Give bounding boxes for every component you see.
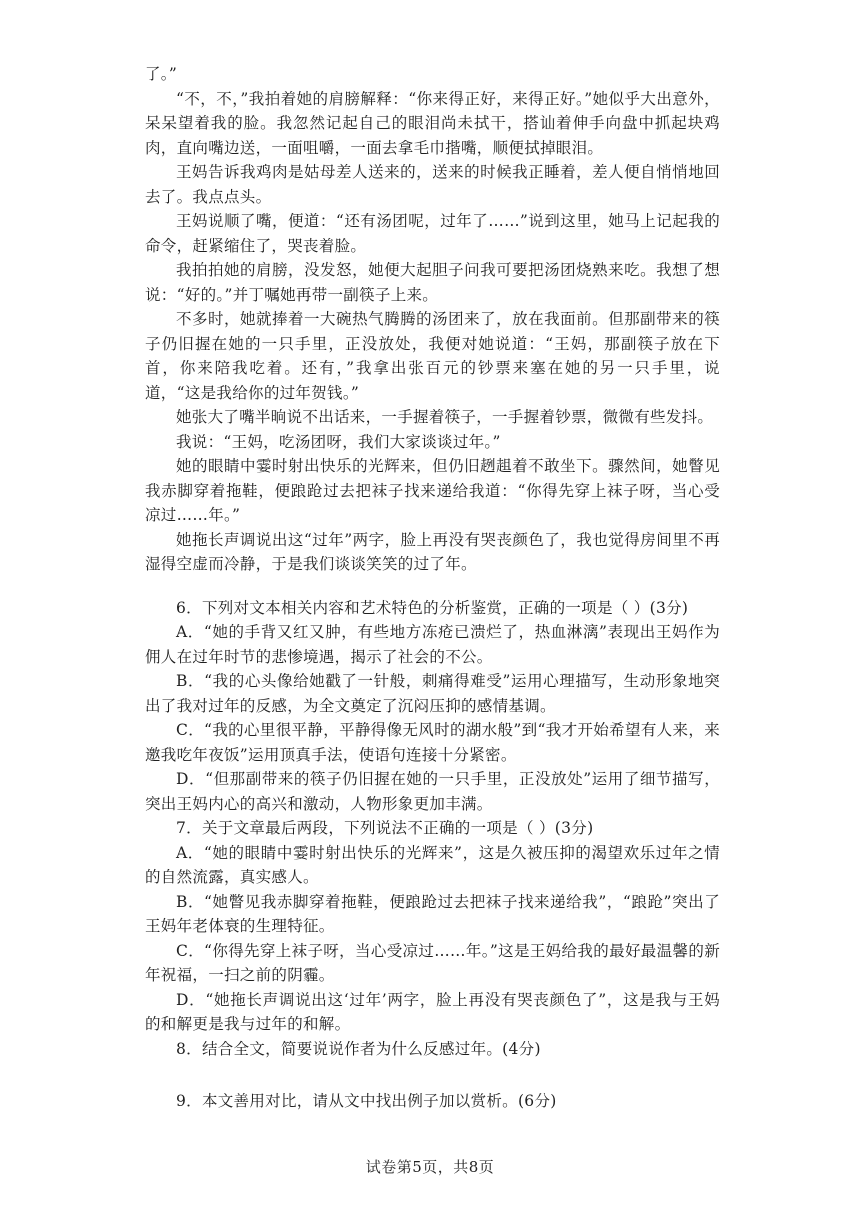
question-7-option-a[interactable]: A．“她的眼睛中霎时射出快乐的光辉来”，这是久被压抑的渴望欢乐过年之情的自然流露，真实感人。 (145, 843, 720, 886)
answer-space (145, 1061, 720, 1089)
question-6-option-d[interactable]: D．“但那副带来的筷子仍旧握在她的一只手里，正没放处”运用了细节描写，突出王妈内心的高兴和激动，人物形象更加丰满。 (145, 770, 720, 813)
passage-paragraph: 我说：“王妈，吃汤团呀，我们大家谈谈过年。” (176, 432, 501, 451)
passage-paragraph: 了。” (145, 65, 178, 83)
passage-paragraph: 不多时，她就捧着一大碗热气腾腾的汤团来了，放在我面前。但那副带来的筷子仍旧握在她的一只手里，正没放处，我便对她说道：“王妈，那副筷子放在下首，你来陪我吃着。还有，”我拿出张百元的钞票来塞在她的另一只手里，说道，“这是我给你的过年贺钱。” (145, 310, 720, 402)
question-7-option-c[interactable]: C．“你得先穿上袜子呀，当心受凉过……年。”这是王妈给我的最好最温馨的新年祝福，一扫之前的阴霾。 (145, 941, 720, 984)
question-7-option-d[interactable]: D．“她拖长声调说出这‘过年’两字，脸上再没有哭丧颜色了”，这是我与王妈的和解更是我与过年的和解。 (145, 990, 720, 1033)
question-7-stem: 7．关于文章最后两段，下列说法不正确的一项是（ ）(3分) (176, 819, 594, 837)
question-7-option-b[interactable]: B．“她瞥见我赤脚穿着拖鞋，便踉跄过去把袜子找来递给我”，“踉跄”突出了王妈年老体衰的生理特征。 (145, 892, 720, 935)
passage-paragraph: “不，不，”我拍着她的肩膀解释：“你来得正好，来得正好。”她似乎大出意外，呆呆望着我的脸。我忽然记起自己的眼泪尚未拭干，搭讪着伸手向盘中抓起块鸡肉，直向嘴边送，一面咀嚼，一面去拿毛巾揩嘴，顺便拭掉眼泪。 (145, 89, 720, 157)
question-6-option-c[interactable]: C．“我的心里很平静，平静得像无风时的湖水般”到“我才开始希望有人来，来邀我吃年夜饭”运用顶真手法，使语句连接十分紧密。 (145, 721, 720, 764)
question-6-stem: 6．下列对文本相关内容和艺术特色的分析鉴赏，正确的一项是（ ）(3分) (176, 598, 689, 617)
question-6-option-b[interactable]: B．“我的心头像给她戳了一针般，刺痛得难受”运用心理描写，生动形象地突出了我对过年的反感，为全文奠定了沉闷压抑的感情基调。 (145, 672, 720, 715)
passage-paragraph: 王妈告诉我鸡肉是姑母差人送来的，送来的时候我正睡着，差人便自悄悄地回去了。我点点头。 (145, 163, 720, 206)
question-8: 8．结合全文，简要说说作者为什么反感过年。(4分) (176, 1039, 541, 1058)
passage-paragraph: 王妈说顺了嘴，便道：“还有汤团呢，过年了……”说到这里，她马上记起我的命令，赶紧缩住了，哭丧着脸。 (145, 212, 720, 255)
passage-paragraph: 她的眼睛中霎时射出快乐的光辉来，但仍旧趔趄着不敢坐下。骤然间，她瞥见我赤脚穿着拖鞋，便踉跄过去把袜子找来递给我道：“你得先穿上袜子呀，当心受凉过……年。” (145, 457, 720, 524)
page-content (145, 62, 720, 1114)
passage-paragraph: 我拍拍她的肩膀，没发怒，她便大起胆子问我可要把汤团烧熟来吃。我想了想说：“好的。”并丁嘱她再带一副筷子上来。 (145, 261, 720, 304)
question-9: 9．本文善用对比，请从文中找出例子加以赏析。(6分) (176, 1092, 557, 1110)
passage-paragraph: 她张大了嘴半晌说不出话来，一手握着筷子，一手握着钞票，微微有些发抖。 (176, 408, 714, 426)
page-footer: 试卷第5页，共8页 (365, 1158, 495, 1176)
passage-paragraph: 她拖长声调说出这“过年”两字，脸上再没有哭丧颜色了，我也觉得房间里不再湿得空虚而冷静，于是我们谈谈笑笑的过了年。 (145, 530, 720, 573)
spacer (145, 577, 720, 596)
question-6-option-a[interactable]: A．“她的手背又红又肿，有些地方冻疮已溃烂了，热血淋漓”表现出王妈作为佣人在过年时节的悲惨境遇，揭示了社会的不公。 (145, 623, 720, 666)
